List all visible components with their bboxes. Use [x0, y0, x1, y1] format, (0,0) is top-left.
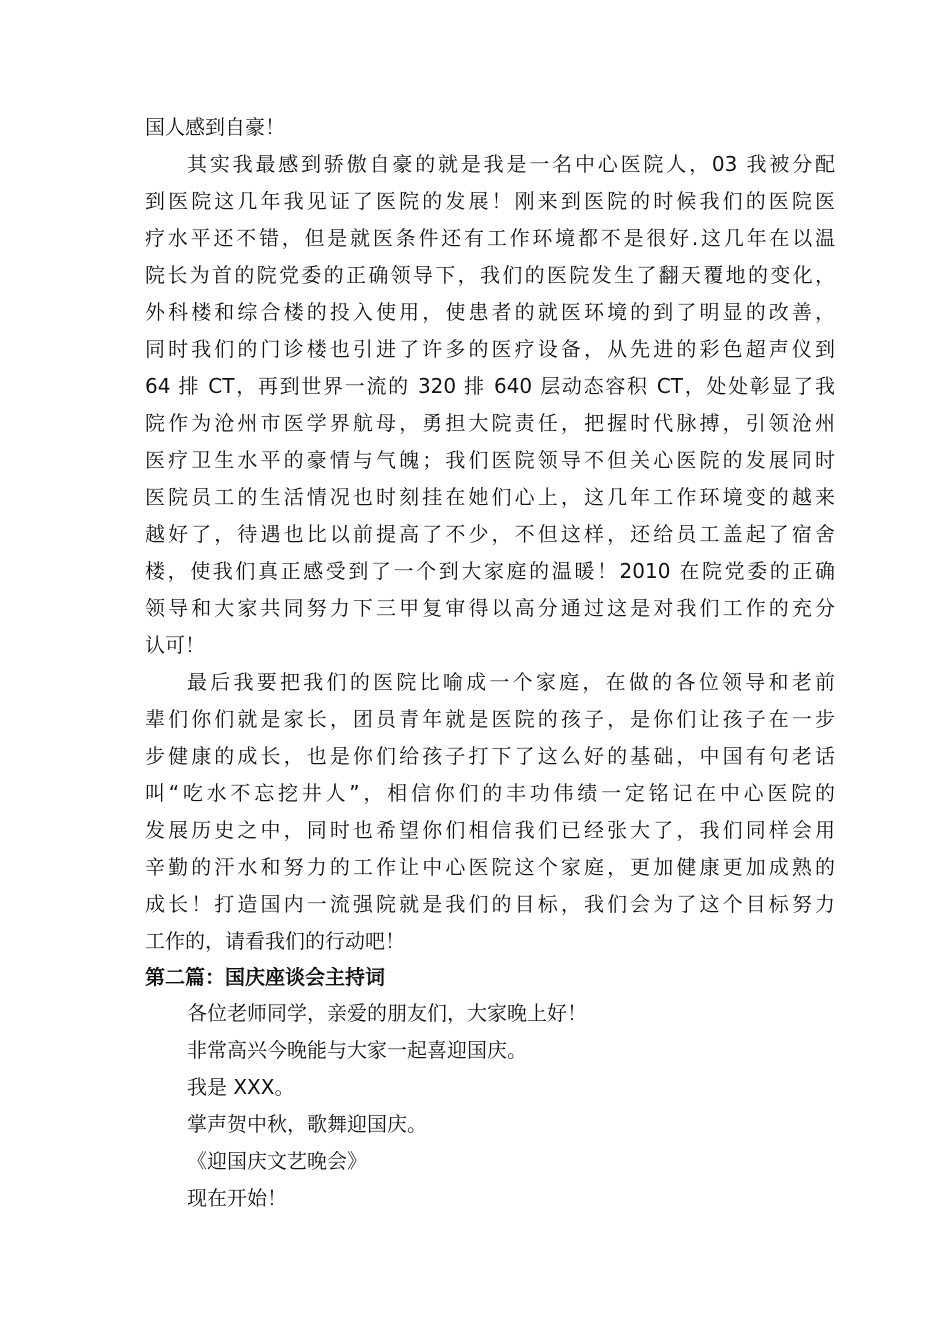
paragraph-3-line-8: 工作的，请看我们的行动吧！ — [145, 929, 405, 953]
paragraph-3-line-5: 发展历史之中，同时也希望你们相信我们已经张大了，我们同样会用 — [145, 818, 835, 842]
paragraph-2-line-10: 医院员工的生活情况也时刻挂在她们心上，这几年工作环境变的越来 — [145, 485, 835, 509]
section-line-2: 非常高兴今晚能与大家一起喜迎国庆。 — [187, 1038, 527, 1062]
paragraph-2-line-1: 其实我最感到骄傲自豪的就是我是一名中心医院人，03 我被分配 — [187, 152, 835, 176]
paragraph-3-line-2: 辈们你们就是家长，团员青年就是医院的孩子，是你们让孩子在一步 — [145, 707, 835, 731]
paragraph-2-line-13: 领导和大家共同努力下三甲复审得以高分通过这是对我们工作的充分 — [145, 596, 835, 620]
paragraph-3-line-7: 成长！打造国内一流强院就是我们的目标，我们会为了这个目标努力 — [145, 892, 835, 916]
paragraph-2-line-14: 认可！ — [145, 633, 205, 657]
paragraph-3-line-4: 叫“吃水不忘挖井人”，相信你们的丰功伟绩一定铭记在中心医院的 — [145, 781, 835, 805]
paragraph-2-line-11: 越好了，待遇也比以前提高了不少，不但这样，还给员工盖起了宿舍 — [145, 522, 835, 546]
paragraph-1-line-1: 国人感到自豪！ — [145, 115, 285, 139]
paragraph-2-line-12: 楼，使我们真正感受到了一个到大家庭的温暖！2010 在院党委的正确 — [145, 559, 835, 583]
section-line-1: 各位老师同学，亲爱的朋友们，大家晚上好！ — [187, 1001, 587, 1025]
paragraph-2-line-9: 医疗卫生水平的豪情与气魄；我们医院领导不但关心医院的发展同时 — [145, 448, 835, 472]
section-line-6: 现在开始！ — [187, 1186, 287, 1210]
section-heading: 第二篇：国庆座谈会主持词 — [145, 965, 385, 989]
paragraph-2-line-6: 同时我们的门诊楼也引进了许多的医疗设备，从先进的彩色超声仪到 — [145, 337, 835, 361]
paragraph-3-line-6: 辛勤的汗水和努力的工作让中心医院这个家庭，更加健康更加成熟的 — [145, 855, 835, 879]
paragraph-2-line-3: 疗水平还不错，但是就医条件还有工作环境都不是很好.这几年在以温 — [145, 226, 835, 250]
paragraph-2-line-7: 64 排 CT，再到世界一流的 320 排 640 层动态容积 CT，处处彰显了我 — [145, 374, 835, 398]
section-line-3: 我是 XXX。 — [187, 1075, 295, 1099]
paragraph-2-line-2: 到医院这几年我见证了医院的发展！刚来到医院的时候我们的医院医 — [145, 189, 835, 213]
paragraph-2-line-4: 院长为首的院党委的正确领导下，我们的医院发生了翻天覆地的变化， — [145, 263, 835, 287]
section-line-5: 《迎国庆文艺晚会》 — [187, 1149, 367, 1173]
paragraph-2-line-8: 院作为沧州市医学界航母，勇担大院责任，把握时代脉搏，引领沧州 — [145, 411, 835, 435]
section-line-4: 掌声贺中秋，歌舞迎国庆。 — [187, 1112, 427, 1136]
paragraph-3-line-3: 步健康的成长，也是你们给孩子打下了这么好的基础，中国有句老话 — [145, 744, 835, 768]
paragraph-3-line-1: 最后我要把我们的医院比喻成一个家庭，在做的各位领导和老前 — [187, 670, 835, 694]
paragraph-2-line-5: 外科楼和综合楼的投入使用，使患者的就医环境的到了明显的改善， — [145, 300, 835, 324]
